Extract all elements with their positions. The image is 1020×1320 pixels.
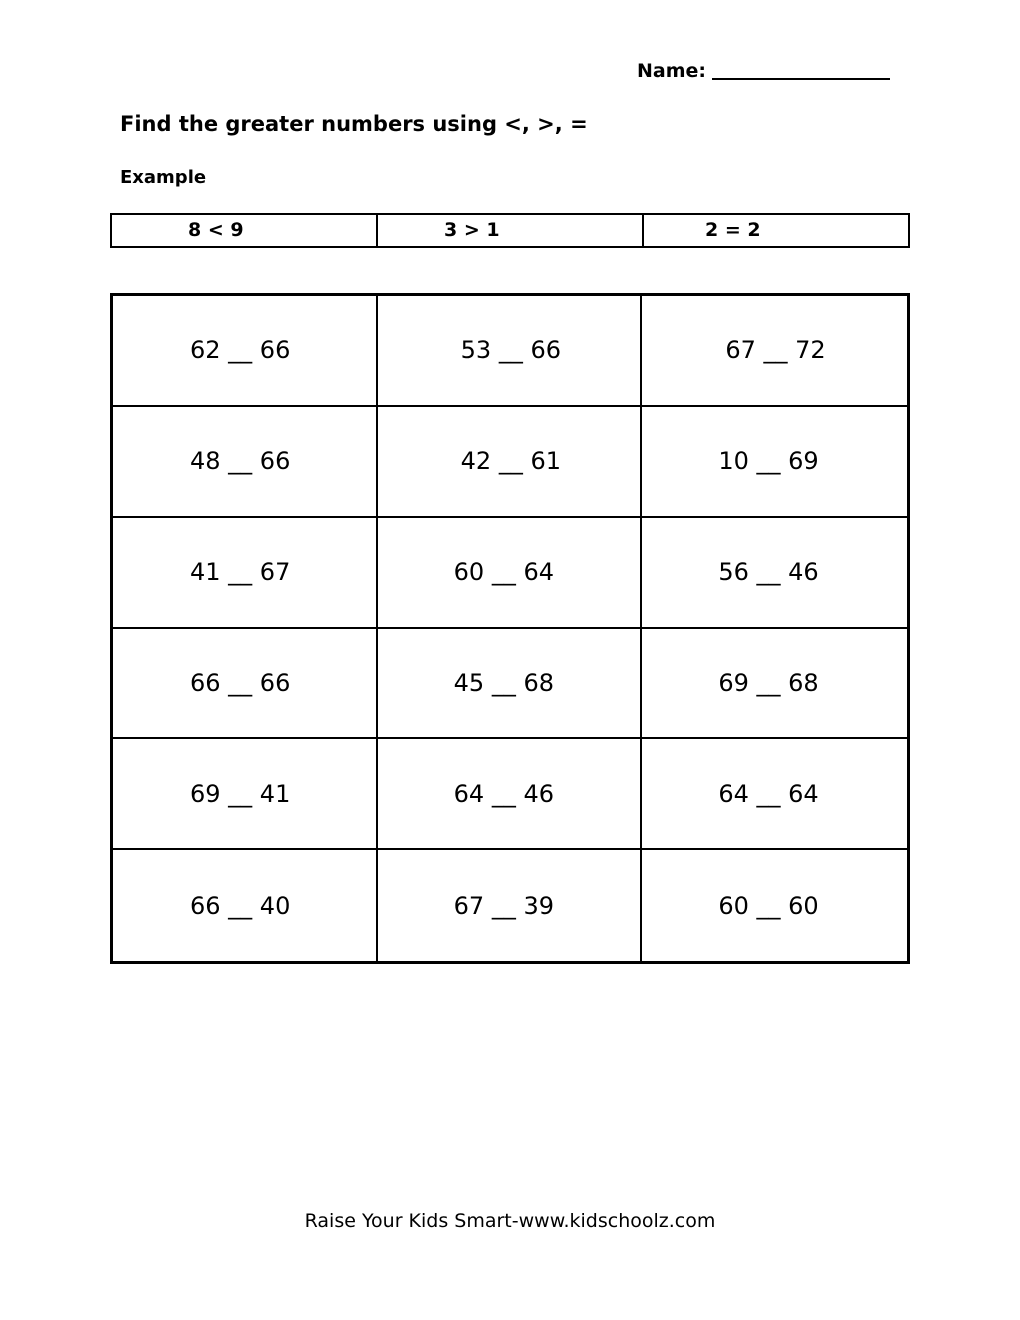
problem-text: 67 __ 39 (453, 891, 554, 920)
problem-cell[interactable] (113, 850, 378, 961)
problem-text: 64 __ 46 (453, 779, 554, 808)
problem-cell[interactable] (113, 518, 378, 629)
problem-cell[interactable] (378, 518, 643, 629)
name-blank-line[interactable] (712, 60, 890, 80)
name-field (637, 60, 890, 82)
problem-cell[interactable] (642, 850, 907, 961)
problem-cell[interactable] (378, 850, 643, 961)
example-cell (644, 215, 908, 246)
example-cell (378, 215, 644, 246)
example-text: 3 > 1 (444, 219, 500, 241)
problem-cell[interactable] (642, 407, 907, 518)
problem-text: 69 __ 41 (190, 779, 291, 808)
problem-cell[interactable] (642, 518, 907, 629)
problem-cell[interactable] (642, 739, 907, 850)
problem-text: 45 __ 68 (453, 668, 554, 697)
problem-cell[interactable] (642, 296, 907, 407)
example-label: Example (120, 167, 207, 188)
problem-text: 66 __ 66 (190, 668, 291, 697)
name-label: Name: (637, 60, 707, 82)
problem-text: 60 __ 60 (718, 891, 819, 920)
problem-text: 41 __ 67 (190, 558, 291, 587)
problem-text: 48 __ 66 (190, 447, 291, 476)
problem-text: 42 __ 61 (460, 447, 561, 476)
worksheet-title: Find the greater numbers using <, >, = (120, 112, 588, 136)
problem-grid (110, 293, 910, 964)
footer-credit: Raise Your Kids Smart-www.kidschoolz.com (304, 1210, 716, 1232)
problem-cell[interactable] (378, 407, 643, 518)
problem-text: 67 __ 72 (725, 336, 826, 365)
problem-cell[interactable] (378, 629, 643, 740)
problem-text: 53 __ 66 (460, 336, 561, 365)
example-table (110, 213, 910, 248)
example-text: 8 < 9 (188, 219, 244, 241)
problem-text: 62 __ 66 (190, 336, 291, 365)
problem-cell[interactable] (378, 739, 643, 850)
problem-cell[interactable] (113, 629, 378, 740)
problem-cell[interactable] (113, 296, 378, 407)
example-text: 2 = 2 (705, 219, 761, 241)
problem-text: 64 __ 64 (718, 779, 819, 808)
problem-text: 69 __ 68 (718, 668, 819, 697)
problem-cell[interactable] (113, 739, 378, 850)
problem-text: 66 __ 40 (190, 891, 291, 920)
problem-cell[interactable] (642, 629, 907, 740)
problem-cell[interactable] (378, 296, 643, 407)
problem-text: 56 __ 46 (718, 558, 819, 587)
problem-cell[interactable] (113, 407, 378, 518)
example-cell (112, 215, 378, 246)
problem-text: 10 __ 69 (718, 447, 819, 476)
problem-text: 60 __ 64 (453, 558, 554, 587)
